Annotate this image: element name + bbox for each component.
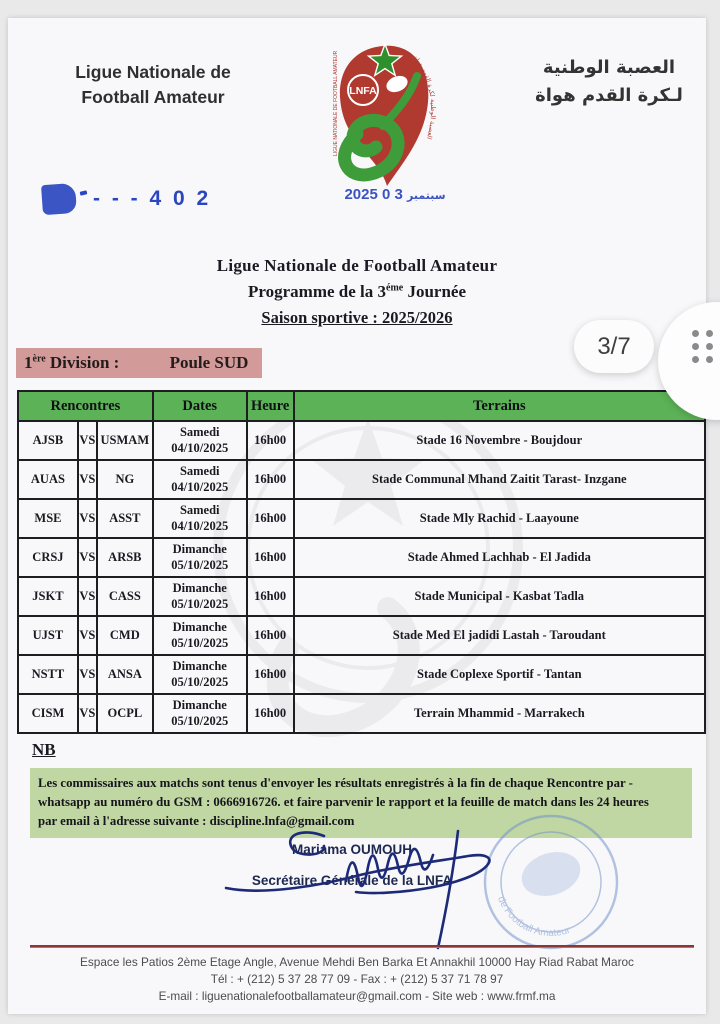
away-team: OCPL [97,694,153,733]
ink-blob [41,183,77,215]
col-header-rencontres: Rencontres [18,391,153,421]
home-team: CISM [18,694,78,733]
match-venue: Stade Coplexe Sportif - Tantan [294,655,705,694]
note-line1: Les commissaires aux matchs sont tenus d'envoyer les résultats enregistrés à la fin de chaque Rencontre par - [38,776,633,790]
col-header-dates: Dates [153,391,247,421]
note-line2: whatsapp au numéro du GSM : 0666916726. et faire parvenir le rapport et la feuille de match dans les 24 heures [38,795,649,810]
match-time: 16h00 [247,655,294,694]
signature-block [222,842,482,888]
svg-text:العصبة الوطنية لكرة القدم هواة: العصبة الوطنية لكرة القدم هواة [411,54,438,141]
signatory-name: Mariama OUMOUH [291,842,413,857]
schedule-table [17,390,706,734]
lnfa-logo [313,38,458,190]
match-time: 16h00 [247,616,294,655]
footer-contact [8,954,706,1004]
away-team: NG [97,460,153,499]
away-team: USMAM [97,421,153,460]
title-season: Saison sportive : 2025/2026 [261,308,453,327]
vs-label: VS [78,460,97,499]
match-date: Samedi 04/10/2025 [153,421,247,460]
signatory-role: Secrétaire Générale de la LNFA [251,873,453,888]
org-name-arabic-line1: العصبة الوطنية [542,57,676,78]
home-team: CRSJ [18,538,78,577]
match-venue: Stade Med El jadidi Lastah - Taroudant [294,616,705,655]
org-name-french-line1: Ligue Nationale de [75,62,231,82]
footer-divider [30,945,694,948]
match-date: Dimanche 05/10/2025 [153,655,247,694]
match-row [18,655,705,694]
ink-mark [80,190,88,195]
poule-label: Poule SUD [169,353,249,372]
match-date: Dimanche 05/10/2025 [153,616,247,655]
home-team: MSE [18,499,78,538]
date-stamp [320,186,470,203]
vs-label: VS [78,421,97,460]
col-header-terrains: Terrains [294,391,705,421]
title-line1: Ligue Nationale de Football Amateur [216,256,498,275]
match-time: 16h00 [247,538,294,577]
vs-label: VS [78,499,97,538]
svg-text:de Football Amateur: de Football Amateur [495,895,572,939]
home-team: JSKT [18,577,78,616]
title-line2: Programme de la $3^{éme}$ Journée [247,282,467,301]
match-time: 16h00 [247,421,294,460]
footer-phone: Tél : + (212) 5 37 28 77 09 - Fax : + (212) 5 37 71 78 97 [210,971,504,986]
home-team: AJSB [18,421,78,460]
match-date: Dimanche 05/10/2025 [153,538,247,577]
vs-label: VS [78,577,97,616]
division-heading [16,348,262,378]
match-row [18,538,705,577]
footer-address: Espace les Patios 2ème Etage Angle, Avenue Mehdi Ben Barka Et Annakhil 10000 Hay Riad Rabat Maroc [80,955,634,969]
org-name-french [48,60,258,111]
match-time: 16h00 [247,499,294,538]
org-name-arabic [520,54,698,110]
footer-email: E-mail : liguenationalefootballamateur@gmail.com - Site web : www.frmf.ma [158,988,556,1003]
match-venue: Stade Mly Rachid - Laayoune [294,499,705,538]
vs-label: VS [78,655,97,694]
match-venue: Stade Communal Mhand Zaitit Tarast- Inzgane [294,460,705,499]
match-date: Dimanche 05/10/2025 [153,694,247,733]
commissioners-note [30,768,692,838]
match-time: 16h00 [247,460,294,499]
match-time: 16h00 [247,577,294,616]
date-stamp-month: سبتمبر [407,189,446,202]
date-stamp-day: 3 0 [382,186,403,203]
home-team: AUAS [18,460,78,499]
org-name-arabic-line2: لـكرة القدم هواة [535,84,683,106]
nb-label: NB [32,740,56,759]
page-indicator-badge: 3/7 [574,320,654,373]
document-title-block [8,256,706,328]
away-team: CASS [97,577,153,616]
match-venue: Terrain Mhammid - Marrakech [294,694,705,733]
away-team: ANSA [97,655,153,694]
date-stamp-year: 2025 [344,186,378,203]
match-venue: Stade Municipal - Kasbat Tadla [294,577,705,616]
match-venue: Stade Ahmed Lachhab - El Jadida [294,538,705,577]
match-row [18,616,705,655]
vs-label: VS [78,538,97,577]
note-line3: par email à l'adresse suivante : discipline.lnfa@gmail.com [38,814,355,829]
grid-dots-icon [692,330,713,363]
home-team: UJST [18,616,78,655]
reference-number-stamp [42,180,211,218]
match-row [18,577,705,616]
away-team: CMD [97,616,153,655]
match-date: Samedi 04/10/2025 [153,499,247,538]
away-team: ARSB [97,538,153,577]
match-venue: Stade 16 Novembre - Boujdour [294,421,705,460]
match-date: Samedi 04/10/2025 [153,460,247,499]
document-page [8,18,706,1014]
svg-text:LIGUE NATIONALE DE FOOTBALL AM: LIGUE NATIONALE DE FOOTBALL AMATEUR [333,50,339,156]
table-header-row [18,391,705,421]
vs-label: VS [78,616,97,655]
match-row [18,499,705,538]
vs-label: VS [78,694,97,733]
match-time: 16h00 [247,694,294,733]
org-name-french-line2: Football Amateur [81,87,225,108]
logo-lnfa-text: LNFA [349,85,377,97]
match-row [18,694,705,733]
match-date: Dimanche 05/10/2025 [153,577,247,616]
match-row [18,421,705,460]
away-team: ASST [97,499,153,538]
col-header-heure: Heure [247,391,294,421]
home-team: NSTT [18,655,78,694]
division-label: 1ère Division : [24,353,120,372]
match-row [18,460,705,499]
reference-number: - - - 4 0 2 [93,187,212,210]
schedule-body [18,421,705,733]
